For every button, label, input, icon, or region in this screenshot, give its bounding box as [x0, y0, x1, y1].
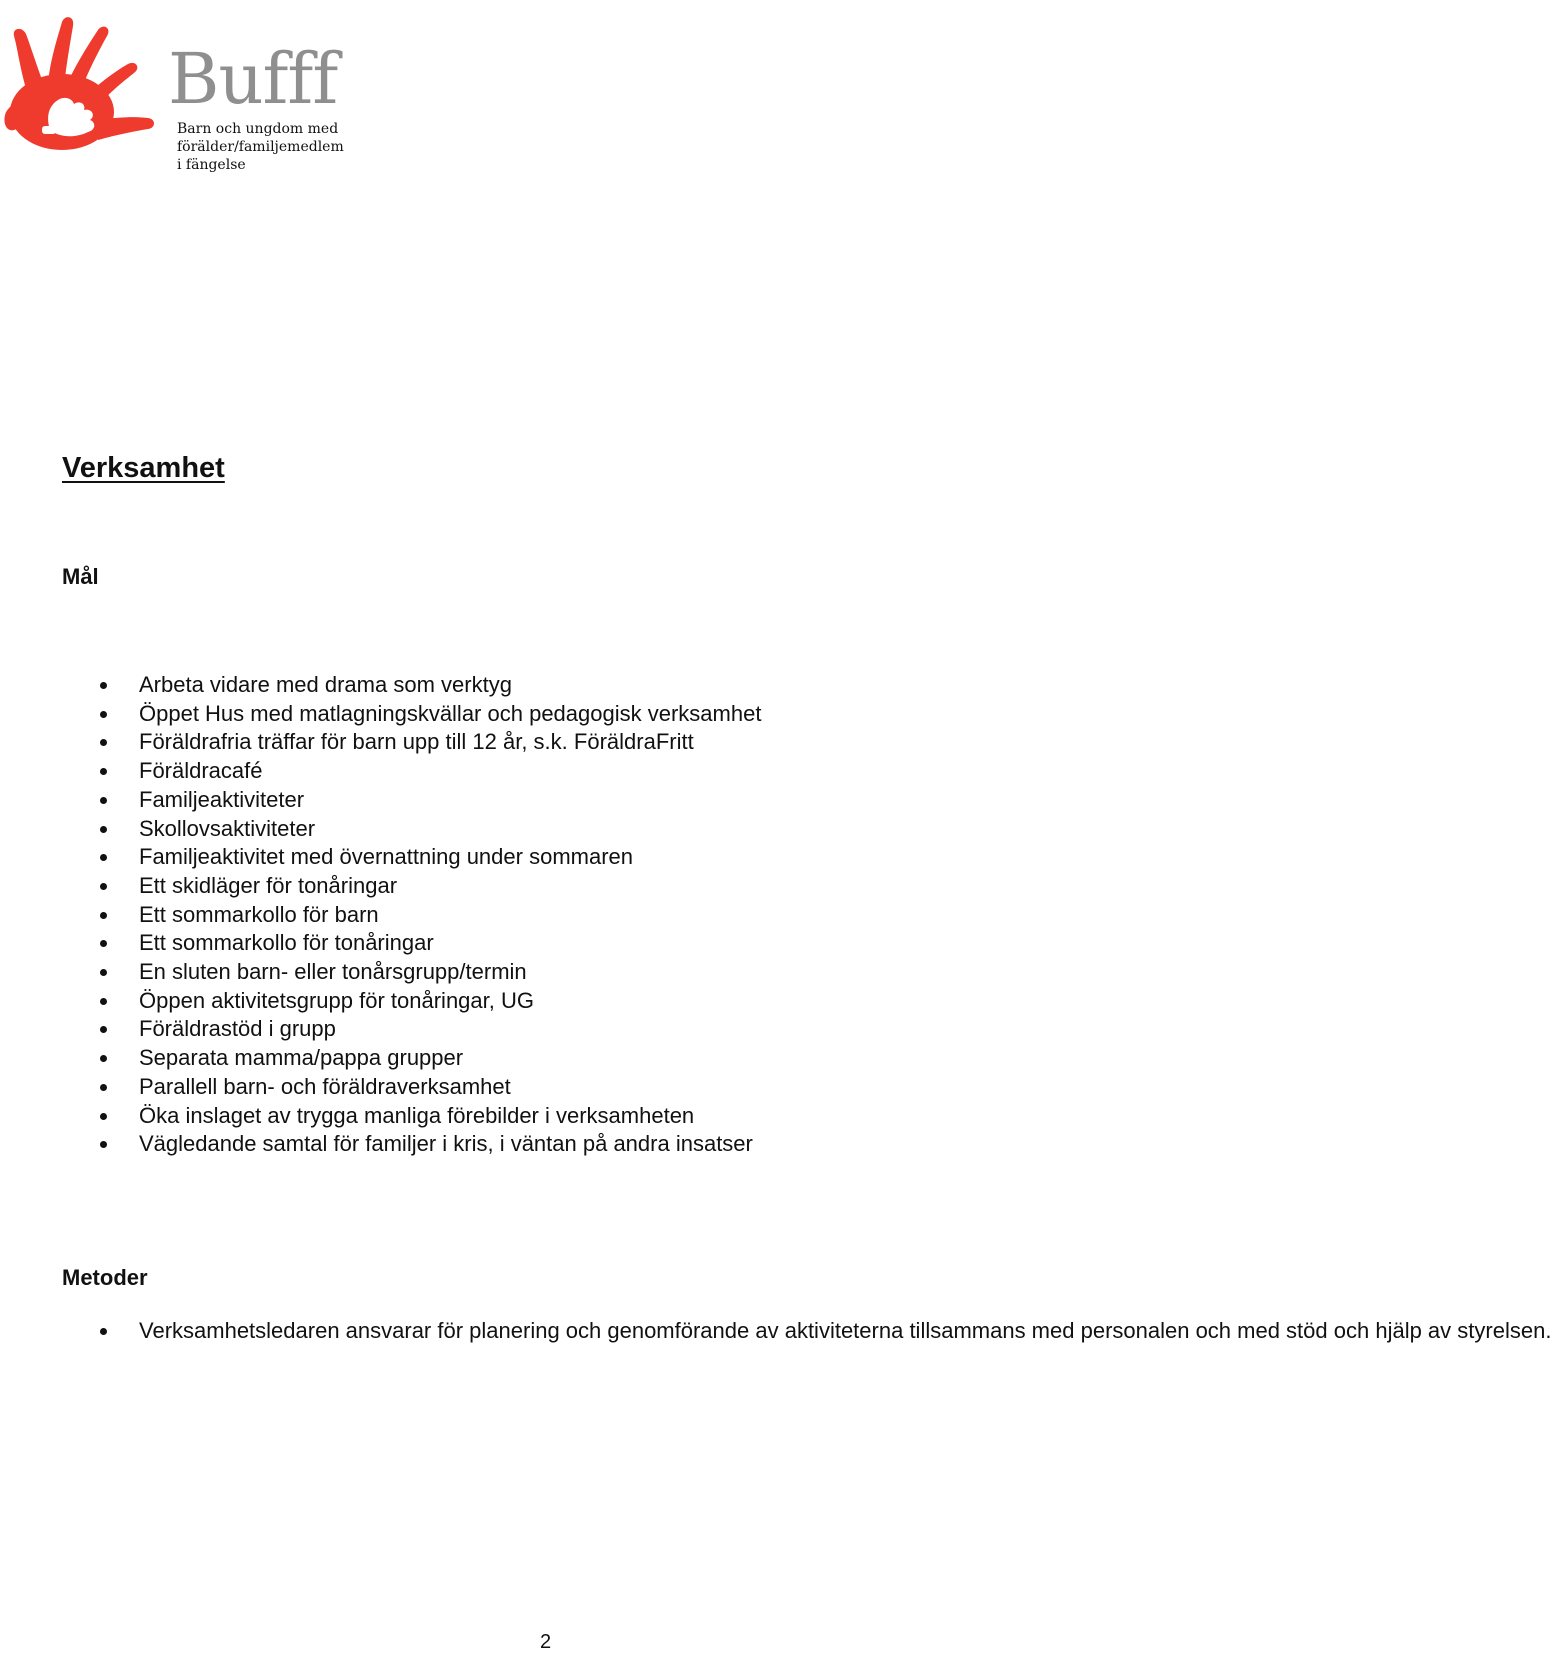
list-item-text: Vägledande samtal för familjer i kris, i väntan på andra insatser: [139, 1131, 753, 1157]
bullet-icon: [100, 1328, 107, 1335]
bullet-icon: [100, 998, 107, 1005]
logo-tagline-line: i fängelse: [177, 157, 246, 173]
list-item: [0, 1102, 960, 1131]
bullet-icon: [100, 940, 107, 947]
list-item: [0, 786, 960, 815]
list-item-text: Ett sommarkollo för barn: [139, 901, 379, 927]
bullet-icon: [100, 768, 107, 775]
list-item-text: Familjeaktiviteter: [139, 786, 305, 812]
bullet-icon: [100, 1055, 107, 1062]
metoder-list: [0, 1317, 1551, 1346]
list-item-text: Skollovsaktiviteter: [139, 815, 316, 841]
logo-tagline-line: Barn och ungdom med: [177, 121, 339, 137]
list-item-text: Öppen aktivitetsgrupp för tonåringar, UG: [139, 987, 534, 1013]
list-item-text: En sluten barn- eller tonårsgrupp/termin: [139, 959, 527, 985]
list-item-text: Separata mamma/pappa grupper: [139, 1045, 464, 1071]
list-item: [0, 728, 960, 757]
page-number: 2: [540, 1631, 552, 1653]
bullet-icon: [100, 854, 107, 861]
list-item-text: Öka inslaget av trygga manliga förebilder i verksamheten: [139, 1102, 695, 1128]
list-item-text: Öppet Hus med matlagningskvällar och pedagogisk verksamhet: [139, 700, 762, 726]
section-title-metoder: Metoder: [62, 1265, 148, 1290]
page-title: Verksamhet: [62, 452, 225, 484]
list-item: [0, 700, 960, 729]
bullet-icon: [100, 1141, 107, 1148]
list-item: [0, 987, 960, 1016]
bullet-icon: [100, 739, 107, 746]
list-item-text: Verksamhetsledaren ansvarar för planering och genomförande av aktiviteterna tillsammans med personalen och med stöd och hjälp av styrelsen.: [139, 1318, 1551, 1343]
list-item-text: Arbeta vidare med drama som verktyg: [139, 672, 512, 697]
bullet-icon: [100, 969, 107, 976]
list-item: [0, 872, 960, 901]
list-item: [0, 815, 960, 844]
list-item-text: Ett skidläger för tonåringar: [139, 872, 398, 898]
red-hand-icon: [0, 0, 165, 160]
bullet-icon: [100, 711, 107, 718]
list-item: [0, 757, 960, 786]
list-item: [0, 958, 960, 987]
list-item: [0, 1073, 960, 1102]
list-item: [0, 671, 960, 700]
bullet-icon: [100, 1113, 107, 1120]
list-item-text: Föräldrafria träffar för barn upp till 12 år, s.k. FöräldraFritt: [139, 729, 694, 755]
bufff-logo: [0, 0, 360, 180]
bullet-icon: [100, 826, 107, 833]
list-item-text: Föräldrastöd i grupp: [139, 1016, 336, 1042]
bullet-icon: [100, 883, 107, 890]
list-item-text: Ett sommarkollo för tonåringar: [139, 930, 434, 956]
list-item: [0, 929, 960, 958]
list-item: [0, 843, 960, 872]
list-item: [0, 1044, 960, 1073]
logo-wordmark: Bufff: [168, 38, 338, 120]
list-item: [0, 901, 960, 930]
list-item: [0, 1130, 960, 1159]
logo-tagline-line: förälder/familjemedlem: [177, 139, 344, 155]
bullet-icon: [100, 912, 107, 919]
bullet-icon: [100, 797, 107, 804]
bullet-icon: [100, 1026, 107, 1033]
list-item: [0, 1015, 960, 1044]
mal-list: [0, 671, 960, 1159]
section-title-mal: Mål: [62, 564, 99, 589]
logo-tagline: [177, 120, 344, 174]
list-item: [0, 1317, 1551, 1346]
bullet-icon: [100, 682, 107, 689]
list-item-text: Familjeaktivitet med övernattning under sommaren: [139, 844, 634, 870]
list-item-text: Föräldracafé: [139, 758, 263, 784]
list-item-text: Parallell barn- och föräldraverksamhet: [139, 1073, 511, 1099]
bullet-icon: [100, 1084, 107, 1091]
